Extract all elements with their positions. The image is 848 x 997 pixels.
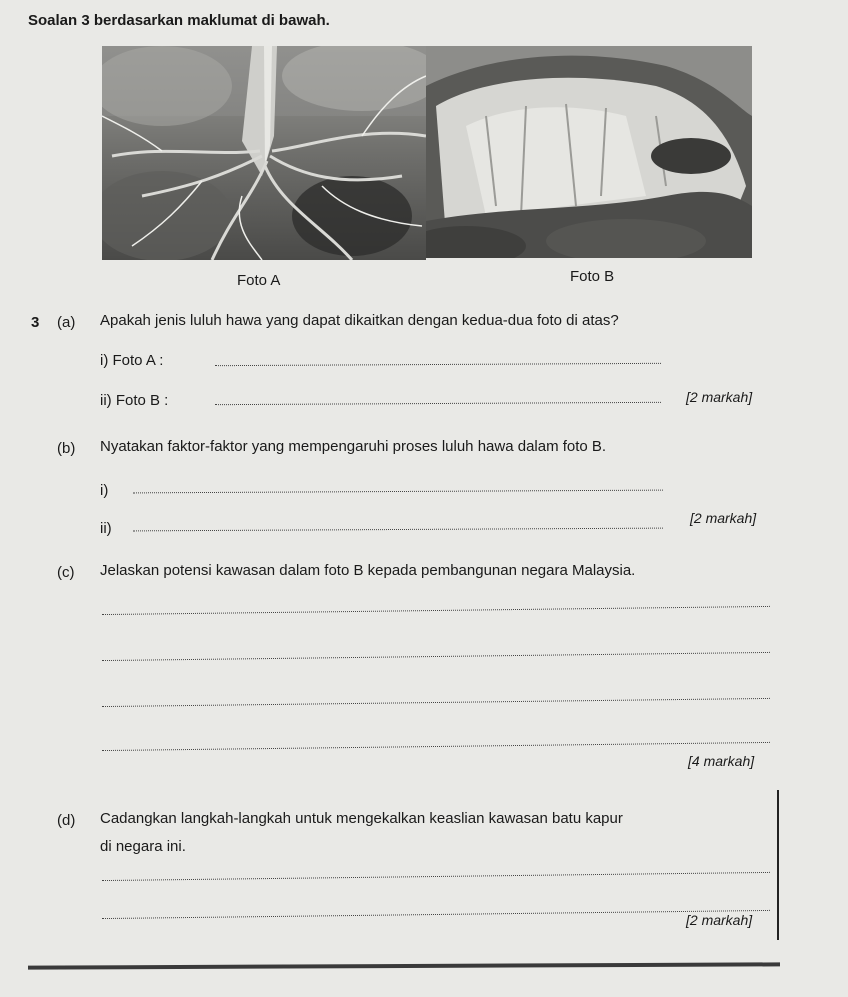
- part-a-item-1-label: i) Foto A :: [100, 352, 164, 369]
- answer-line-a2[interactable]: [215, 402, 661, 405]
- part-b-item-2-label: ii): [100, 520, 112, 537]
- answer-line-a1[interactable]: [215, 363, 661, 366]
- limestone-hill-photo: [426, 46, 752, 258]
- part-a-tag: (a): [57, 314, 76, 331]
- answer-line-b1[interactable]: [133, 490, 663, 494]
- page-bottom-border: [28, 962, 780, 969]
- photo-b: [426, 46, 752, 258]
- photo-b-label: Foto B: [570, 268, 615, 285]
- part-d-question-line-1: Cadangkan langkah-langkah untuk mengekalkan keaslian kawasan batu kapur: [100, 810, 623, 827]
- photo-a-label: Foto A: [237, 272, 281, 289]
- photo-a: [102, 46, 426, 260]
- part-b-question: Nyatakan faktor-faktor yang mempengaruhi proses luluh hawa dalam foto B.: [100, 438, 607, 455]
- part-a-item-2-label: ii) Foto B :: [100, 392, 169, 409]
- answer-line-c1[interactable]: [102, 606, 770, 615]
- tree-roots-photo: [102, 46, 426, 260]
- answer-line-d2[interactable]: [102, 910, 770, 919]
- part-d-marks: [2 markah]: [686, 912, 753, 928]
- part-a-question: Apakah jenis luluh hawa yang dapat dikaitkan dengan kedua-dua foto di atas?: [100, 312, 619, 329]
- part-b-marks: [2 markah]: [690, 510, 757, 526]
- part-d-question-line-2: di negara ini.: [100, 838, 186, 855]
- part-b-tag: (b): [57, 440, 76, 457]
- part-c-tag: (c): [57, 564, 75, 581]
- part-d-tag: (d): [57, 812, 76, 829]
- answer-line-c2[interactable]: [102, 652, 770, 661]
- part-c-question: Jelaskan potensi kawasan dalam foto B kepada pembangunan negara Malaysia.: [100, 562, 636, 579]
- question-number: 3: [31, 314, 40, 331]
- part-a-marks: [2 markah]: [686, 389, 753, 405]
- part-c-marks: [4 markah]: [688, 753, 755, 769]
- answer-line-d1[interactable]: [102, 872, 770, 881]
- margin-rule: [777, 790, 779, 940]
- answer-line-c4[interactable]: [102, 742, 770, 751]
- part-b-item-1-label: i): [100, 482, 109, 499]
- answer-line-b2[interactable]: [133, 528, 663, 532]
- question-instruction: Soalan 3 berdasarkan maklumat di bawah.: [28, 12, 330, 29]
- answer-line-c3[interactable]: [102, 698, 770, 707]
